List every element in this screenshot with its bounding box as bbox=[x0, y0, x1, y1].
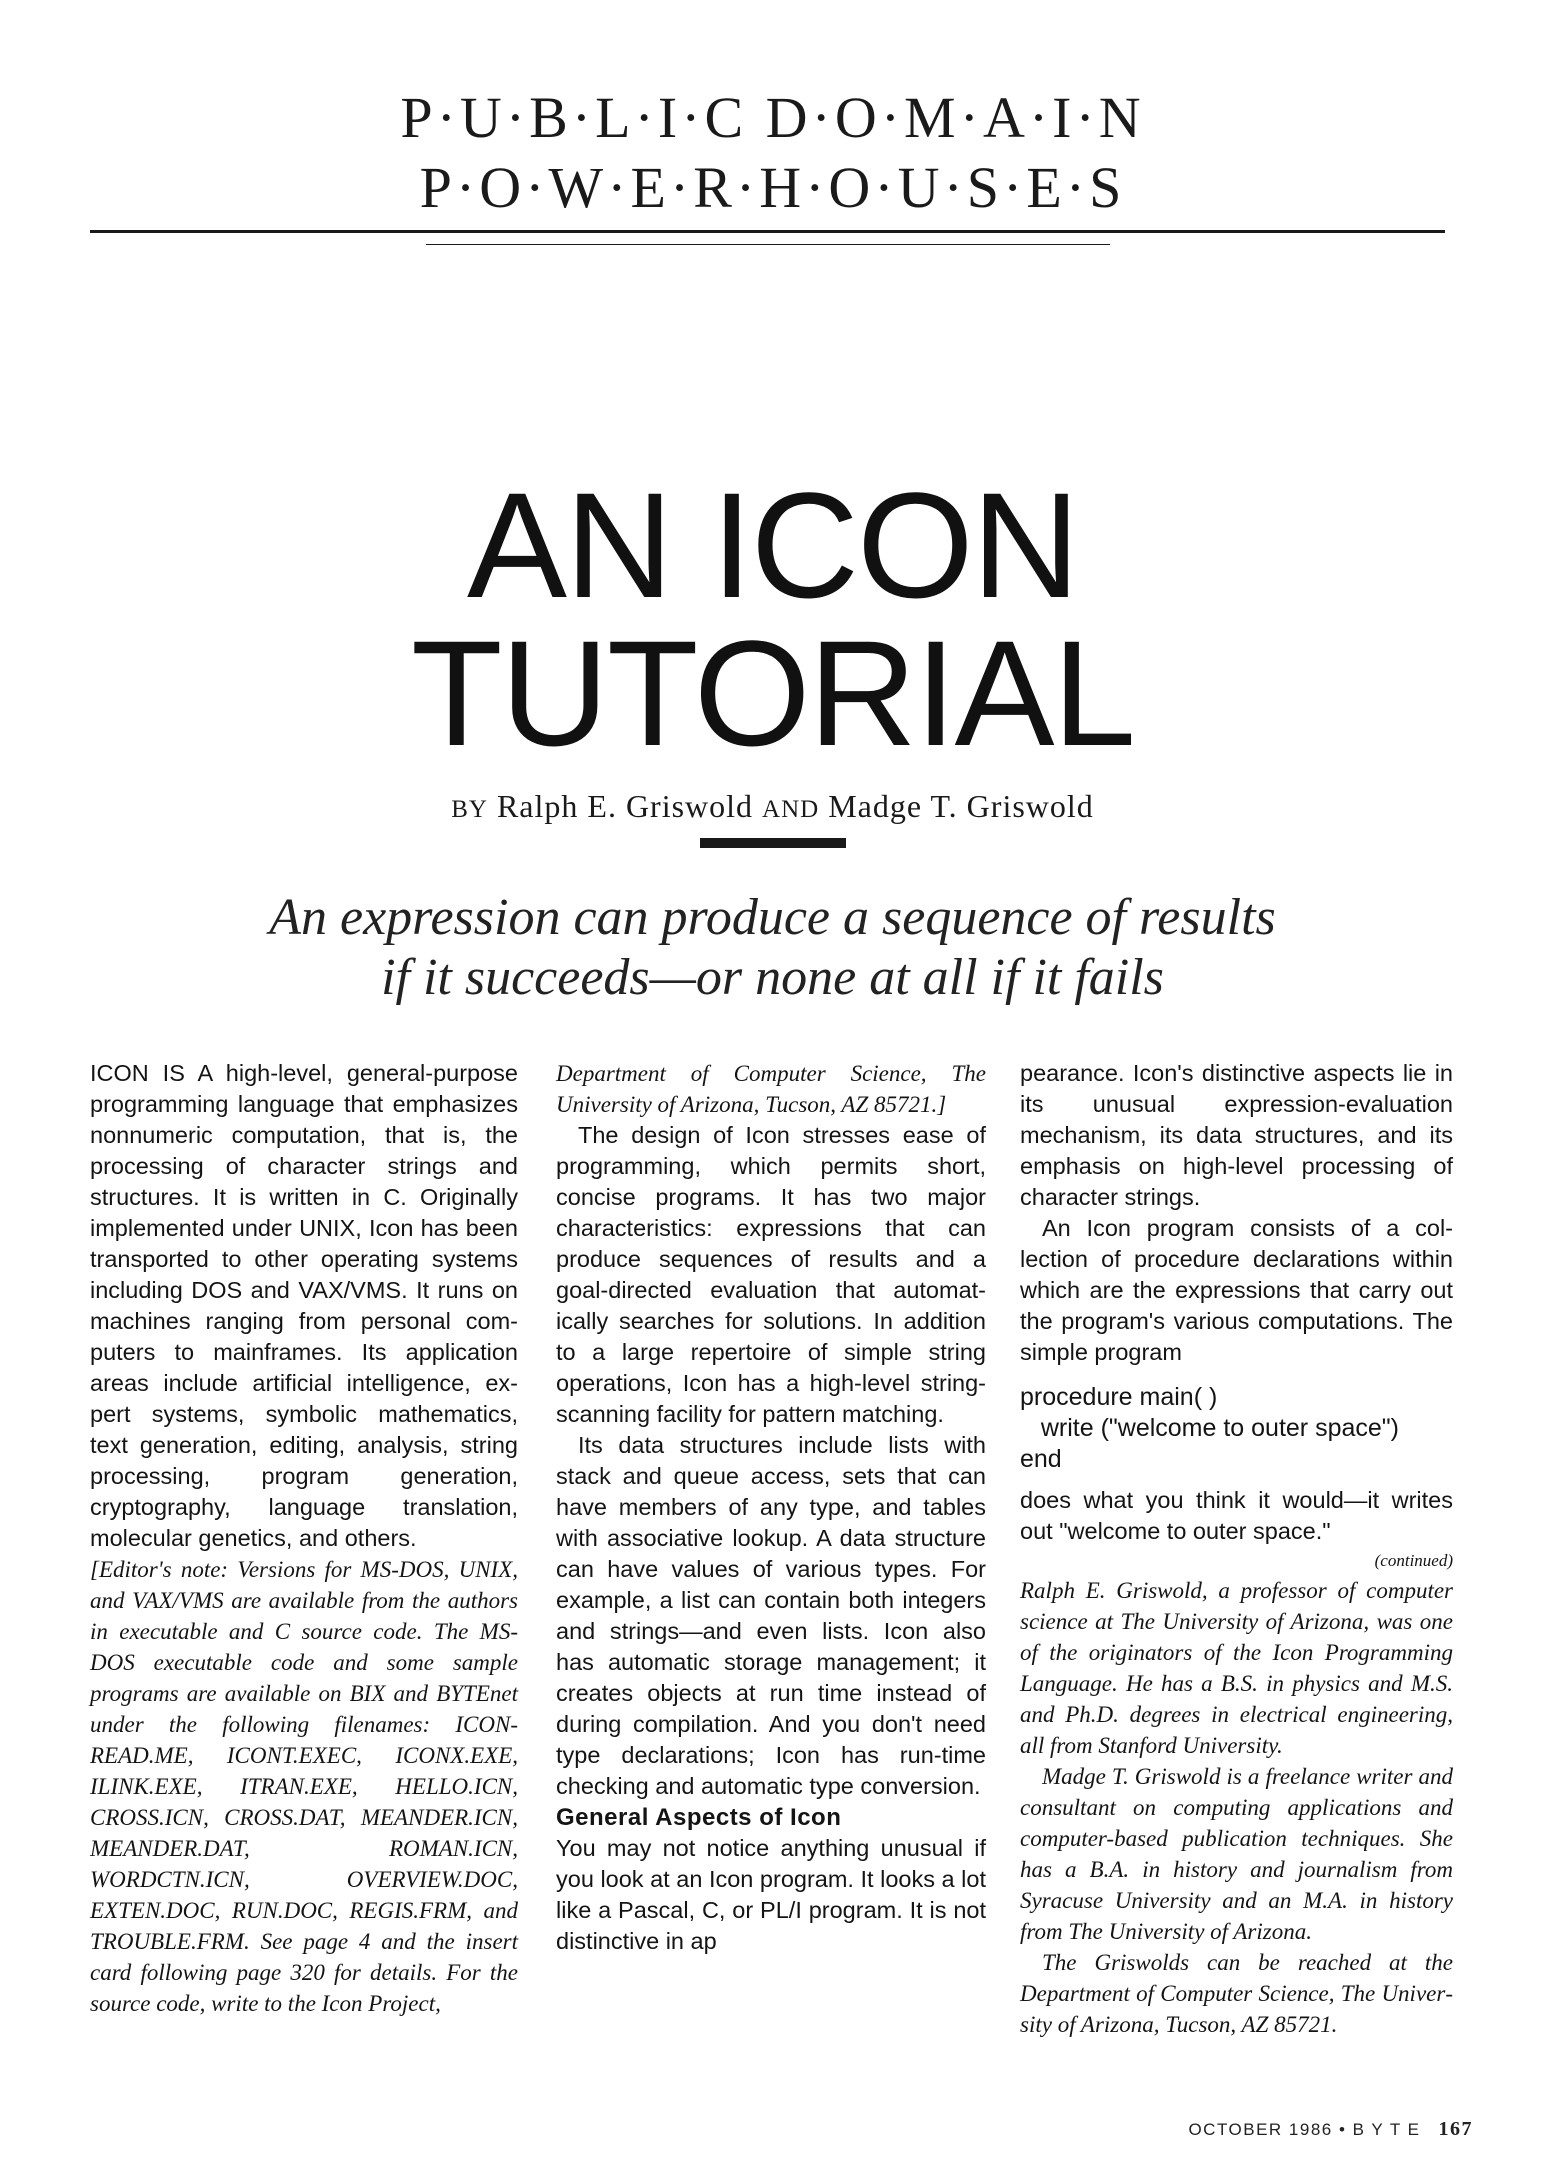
continued-label: (continued) bbox=[1374, 1551, 1453, 1570]
editors-note-end: Department of Computer Science, The University of Arizona, Tucson, AZ 85721.] bbox=[556, 1061, 986, 1117]
page-footer bbox=[1188, 2118, 1473, 2141]
byline bbox=[0, 788, 1545, 825]
column-1 bbox=[90, 1058, 518, 2019]
byline-author-2: Madge T. Griswold bbox=[828, 788, 1094, 824]
body-paragraph: pearance. Icon's distinctive aspects lie in its unusual expression-evaluation mechanism, its data structures, and its emphasis on high-level processing of character strings. bbox=[1020, 1060, 1453, 1210]
body-paragraph: You may not notice anything unusual if you look at an Icon program. It looks a lot like a Pascal, C, or PL/I program. It is not distinctive in ap bbox=[556, 1835, 986, 1954]
column-2 bbox=[556, 1058, 986, 1957]
byline-bar bbox=[700, 838, 846, 848]
issue-label: OCTOBER 1986 • B Y T E bbox=[1188, 2120, 1421, 2139]
byline-by: BY bbox=[451, 796, 488, 823]
page-number: 167 bbox=[1438, 2118, 1473, 2140]
author-bio-madge: Madge T. Griswold is a freelance writer and consultant on computing applications and computer-based publication techniques. She has a B.A. in history and journalism from Syracuse University and an M.A. in history from The University of Arizona. bbox=[1020, 1764, 1453, 1944]
intro-paragraph: ICON IS A high-level, general-purpose programming language that emphasizes nonnumeric computation, that is, the processing of character strings and structures. It is written in C. Originally implemented under UNIX, Icon has been transported to other operating systems including DOS and VAX/VMS. It runs on machines ranging from personal computers to mainframes. Its application areas include artificial intelligence, expert systems, symbolic mathematics, text generation, editing, analysis, string processing, program generation, cryptography, language translation, molecular genetics, and others. bbox=[90, 1060, 518, 1551]
section-title-line1: P·U·B·L·I·C D·O·M·A·I·N bbox=[400, 85, 1145, 150]
body-paragraph: does what you think it would—it writes out "welcome to outer space." bbox=[1020, 1487, 1453, 1544]
deck-line1: An expression can produce a sequence of results bbox=[269, 889, 1276, 946]
editors-note: [Editor's note: Versions for MS-DOS, UNIX, and VAX/VMS are available from the authors in executable and C source code. The MS-DOS executable code and some sample programs are available on BIX and BYTEnet under the following filenames: ICON-READ.ME, ICONT.EXEC, ICONX.EXE, ILINK.EXE, ITRAN.EXE, HELLO.ICN, CROSS.ICN, CROSS.DAT, MEANDER.ICN, MEANDER.DAT, ROMAN.ICN, WORDCTN.ICN, OVERVIEW.DOC, EXTEN.DOC, RUN.DOC, REGIS.FRM, and TROUBLE.FRM. See page 4 and the insert card following page 320 for details. For the source code, write to the Icon Project, bbox=[90, 1557, 518, 2016]
byline-and: AND bbox=[762, 796, 820, 823]
body-paragraph: Its data structures include lists with stack and queue access, sets that can have members of any type, and tables with associative lookup. A data structure can have values of various types. For example, a list can contain both integers and strings—and even lists. Icon also has automatic storage management; it creates objects at run time instead of during compilation. And you don't need type declarations; Icon has run-time checking and automatic type conversion. bbox=[556, 1432, 986, 1799]
body-paragraph: The design of Icon stresses ease of programming, which permits short, concise programs. It has two major characteristics: expressions that can produce sequences of results and a goal-directed evaluation that automatically searches for solutions. In addition to a large repertoire of simple string operations, Icon has a high-level string-scanning facility for pattern matching. bbox=[556, 1122, 986, 1427]
code-example: procedure main( ) write ("welcome to outer space") end bbox=[1020, 1383, 1399, 1473]
article-title-line1: AN ICON bbox=[466, 461, 1079, 629]
contact-info: The Griswolds can be reached at the Department of Computer Science, The University of Arizona, Tucson, AZ 85721. bbox=[1020, 1950, 1453, 2037]
body-paragraph: An Icon program consists of a collection of procedure declarations within which are the expressions that carry out the program's various computations. The simple program bbox=[1020, 1215, 1453, 1365]
author-bio-ralph: Ralph E. Griswold, a professor of computer science at The University of Arizona, was one of the originators of the Icon Programming Language. He has a B.S. in physics and M.S. and Ph.D. degrees in electrical engineering, all from Stanford University. bbox=[1020, 1578, 1453, 1758]
header-rule-thin bbox=[426, 244, 1110, 245]
article-title-line2: TUTORIAL bbox=[410, 609, 1134, 777]
column-3 bbox=[1020, 1058, 1453, 2040]
section-title-line2: P·O·W·E·R·H·O·U·S·E·S bbox=[419, 155, 1126, 220]
header-rule-thick bbox=[90, 230, 1445, 233]
section-subhead: General Aspects of Icon bbox=[556, 1804, 842, 1831]
byline-author-1: Ralph E. Griswold bbox=[496, 788, 754, 824]
deck-line2: if it succeeds—or none at all if it fails bbox=[381, 949, 1164, 1006]
